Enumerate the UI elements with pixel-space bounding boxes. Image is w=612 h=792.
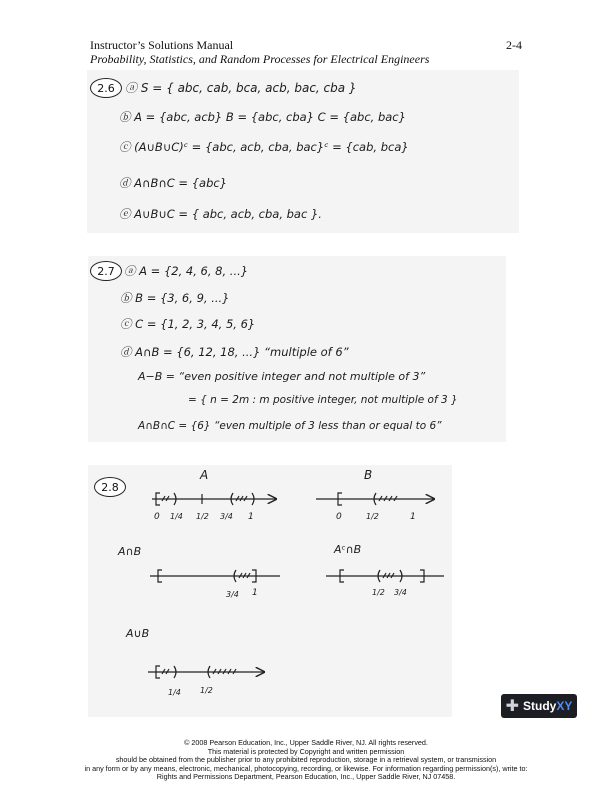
set-label: A∩B [118, 545, 142, 558]
page-number: 2-4 [506, 38, 522, 52]
logo-text: Study [523, 699, 557, 713]
problem-2-6-scan [87, 70, 519, 233]
footer-line: Rights and Permissions Department, Pearson Education, Inc., Upper Saddle River, NJ 07458. [156, 772, 456, 782]
tick-label: 1 [248, 512, 254, 522]
tick-label: 3/4 [394, 588, 407, 597]
tick-label: 1/4 [170, 512, 183, 521]
answer-line: A−B = “even positive integer and not multiple of 3” [138, 370, 426, 383]
book-subtitle: Probability, Statistics, and Random Processes for Electrical Engineers [90, 52, 430, 66]
tick-label: 3/4 [226, 590, 239, 599]
copyright-footer [0, 739, 612, 782]
tick-label: 1/4 [168, 688, 181, 697]
footer-line: This material is protected by Copyright and written permission [207, 746, 405, 756]
footer-line: in any form or by any means, electronic, mechanical, photocopying, recording, or likewise. For information regarding permission(s), write to: [84, 763, 528, 773]
plus-icon: ✚ [505, 698, 520, 715]
tick-label: 0 [154, 512, 160, 522]
problem-2-8-scan [88, 465, 452, 717]
interval-diagrams [88, 465, 452, 717]
tick-label: 1 [252, 588, 258, 598]
answer-line: ⓓ A∩B = {6, 12, 18, ...} “multiple of 6” [120, 345, 349, 359]
tick-label: 1/2 [372, 588, 385, 597]
tick-label: 1/2 [366, 512, 379, 521]
problem-label: 2.8 [94, 477, 126, 497]
running-header [90, 38, 429, 66]
tick-label: 3/4 [220, 512, 233, 521]
answer-line: ⓓ A∩B∩C = {abc} [119, 176, 228, 190]
set-label: A [200, 468, 209, 482]
footer-line: should be obtained from the publisher prior to any prohibited reproduction, storage in a retrieval system, or transmission [115, 755, 497, 765]
problem-2-7-scan [88, 256, 506, 442]
studyxy-logo [501, 694, 577, 718]
manual-title: Instructor’s Solutions Manual [90, 38, 234, 52]
problem-label: 2.7 [90, 261, 122, 281]
set-label: A∪B [126, 627, 150, 640]
tick-label: 1/2 [200, 686, 213, 695]
logo-accent: XY [556, 699, 573, 713]
answer-line: ⓐ S = { abc, cab, bca, acb, bac, cba } [125, 81, 357, 95]
answer-line: ⓒ (A∪B∪C)ᶜ = {abc, acb, cba, bac}ᶜ = {cab, bca} [119, 140, 409, 154]
answer-line: A∩B∩C = {6} “even multiple of 3 less than or equal to 6” [138, 420, 442, 432]
answer-line: ⓔ A∪B∪C = { abc, acb, cba, bac }. [119, 207, 322, 221]
problem-label: 2.6 [90, 78, 122, 98]
footer-line: © 2008 Pearson Education, Inc., Upper Saddle River, NJ. All rights reserved. [184, 738, 428, 747]
tick-label: 0 [336, 512, 342, 522]
answer-line: = { n = 2m : m positive integer, not multiple of 3 } [188, 394, 458, 406]
answer-line: ⓐ A = {2, 4, 6, 8, ...} [124, 264, 249, 278]
set-label: B [364, 468, 373, 482]
answer-line: ⓒ C = {1, 2, 3, 4, 5, 6} [120, 317, 256, 331]
tick-label: 1 [410, 512, 416, 522]
answer-line: ⓑ B = {3, 6, 9, ...} [120, 291, 230, 305]
set-label: Aᶜ∩B [334, 543, 362, 556]
answer-line: ⓑ A = {abc, acb} B = {abc, cba} C = {abc, bac} [119, 110, 406, 124]
tick-label: 1/2 [196, 512, 209, 521]
